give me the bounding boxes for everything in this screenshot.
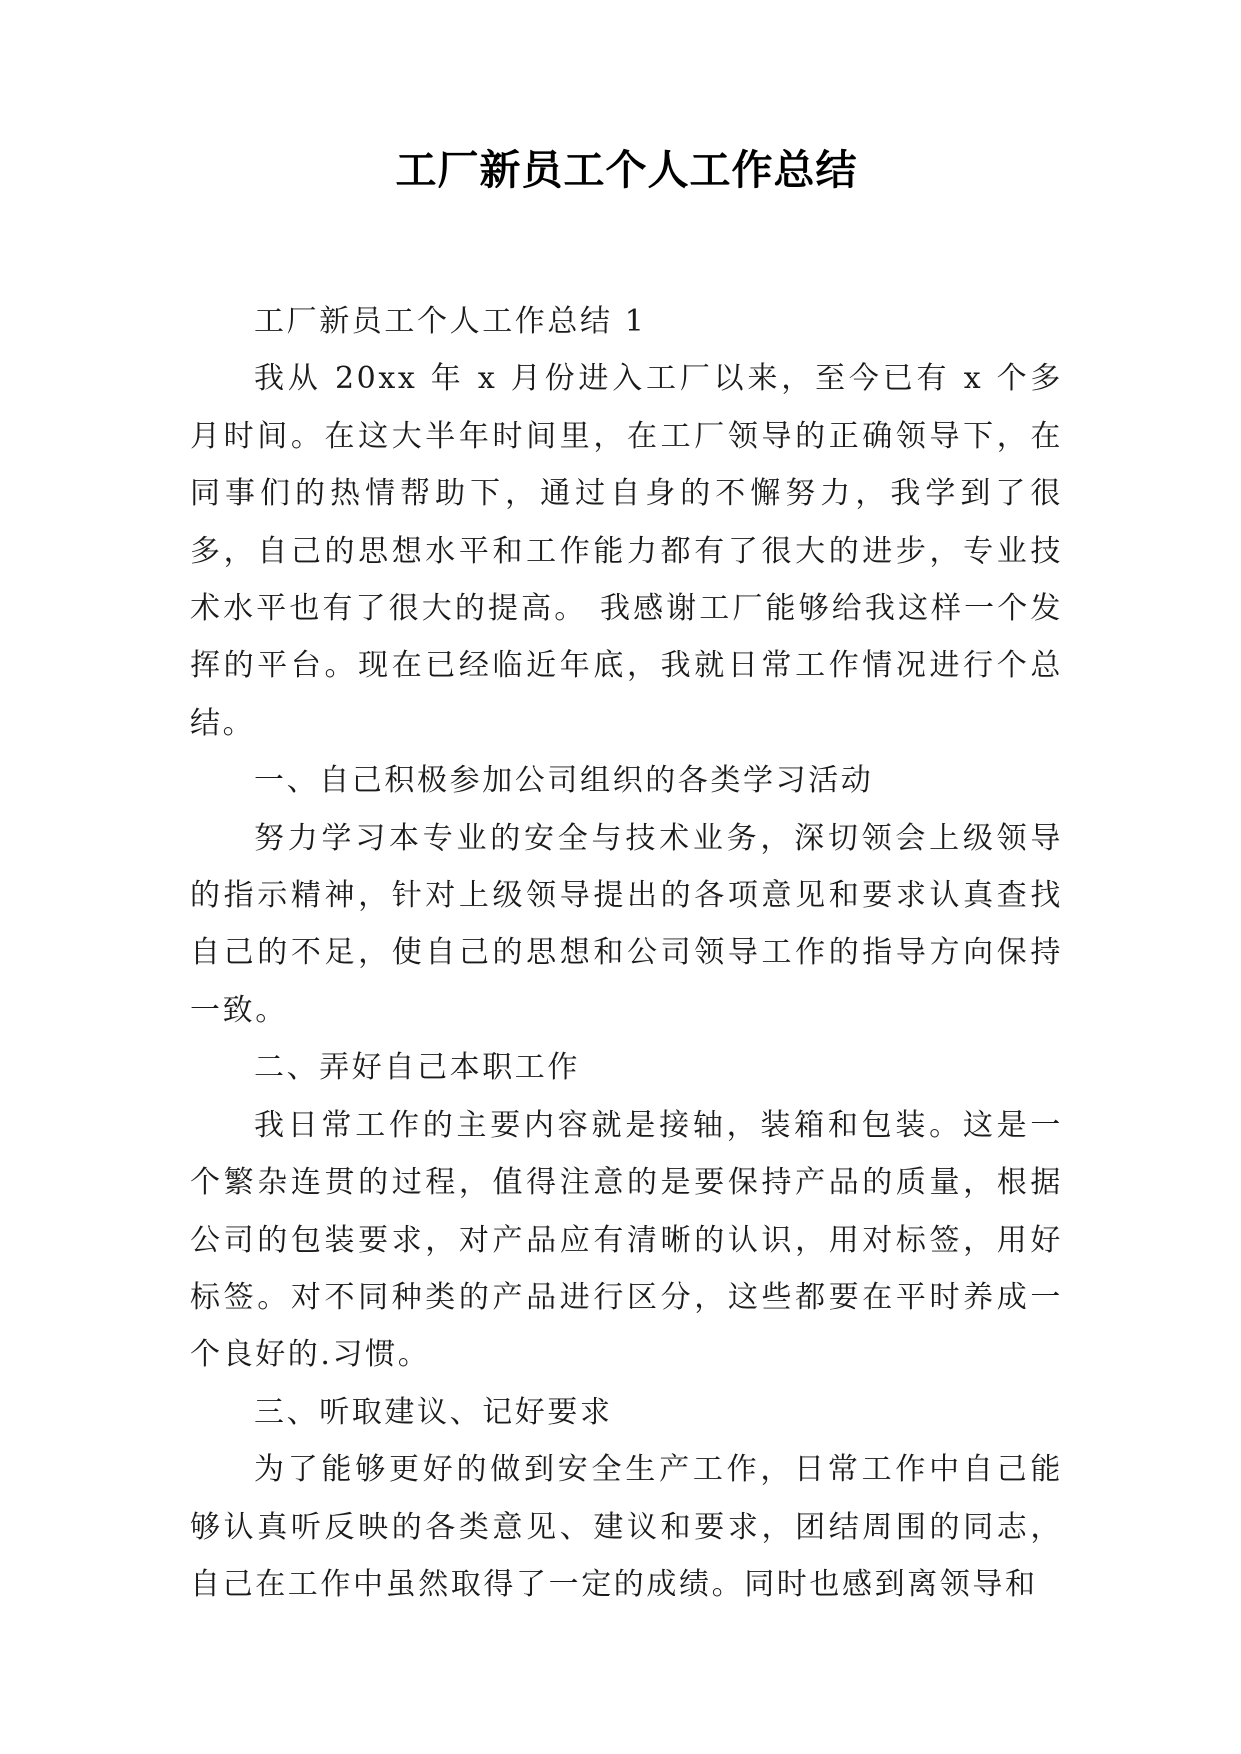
- section-paragraph-3: 为了能够更好的做到安全生产工作，日常工作中自己能够认真听反映的各类意见、建议和要求，团结周围的同志，自己在工作中虽然取得了一定的成绩。同时也感到离领导和: [190, 1452, 1063, 1602]
- section-paragraph-1: 努力学习本专业的安全与技术业务，深切领会上级领导的指示精神，针对上级领导提出的各项意见和要求认真查找自己的不足，使自己的思想和公司领导工作的指导方向保持一致。: [190, 820, 1063, 1028]
- section-heading-1: 一、自己积极参加公司组织的各类学习活动: [254, 763, 874, 799]
- section-heading-2: 二、弄好自己本职工作: [254, 1050, 580, 1086]
- subtitle-paragraph: 工厂新员工个人工作总结 1: [254, 304, 647, 339]
- section-heading-3: 三、听取建议、记好要求: [254, 1394, 613, 1430]
- document-body: [190, 293, 1063, 1613]
- section-paragraph-2: 我日常工作的主要内容就是接轴，装箱和包装。这是一个繁杂连贯的过程，值得注意的是要保持产品的质量，根据公司的包装要求，对产品应有清晰的认识，用对标签，用好标签。对不同种类的产品进行区分，这些都要在平时养成一个良好的.习惯。: [190, 1107, 1063, 1373]
- document-title: 工厂新员工个人工作总结: [395, 146, 858, 194]
- intro-paragraph: 我从 20xx 年 x 月份进入工厂以来，至今已有 x 个多月时间。在这大半年时间里，在工厂领导的正确领导下，在同事们的热情帮助下，通过自身的不懈努力，我学到了很多，自己的思想水平和工作能力都有了很大的进步，专业技术水平也有了很大的提高。 我感谢工厂能够给我这样一个发挥的平台。现在已经临近年底，我就日常工作情况进行个总结。: [190, 361, 1063, 741]
